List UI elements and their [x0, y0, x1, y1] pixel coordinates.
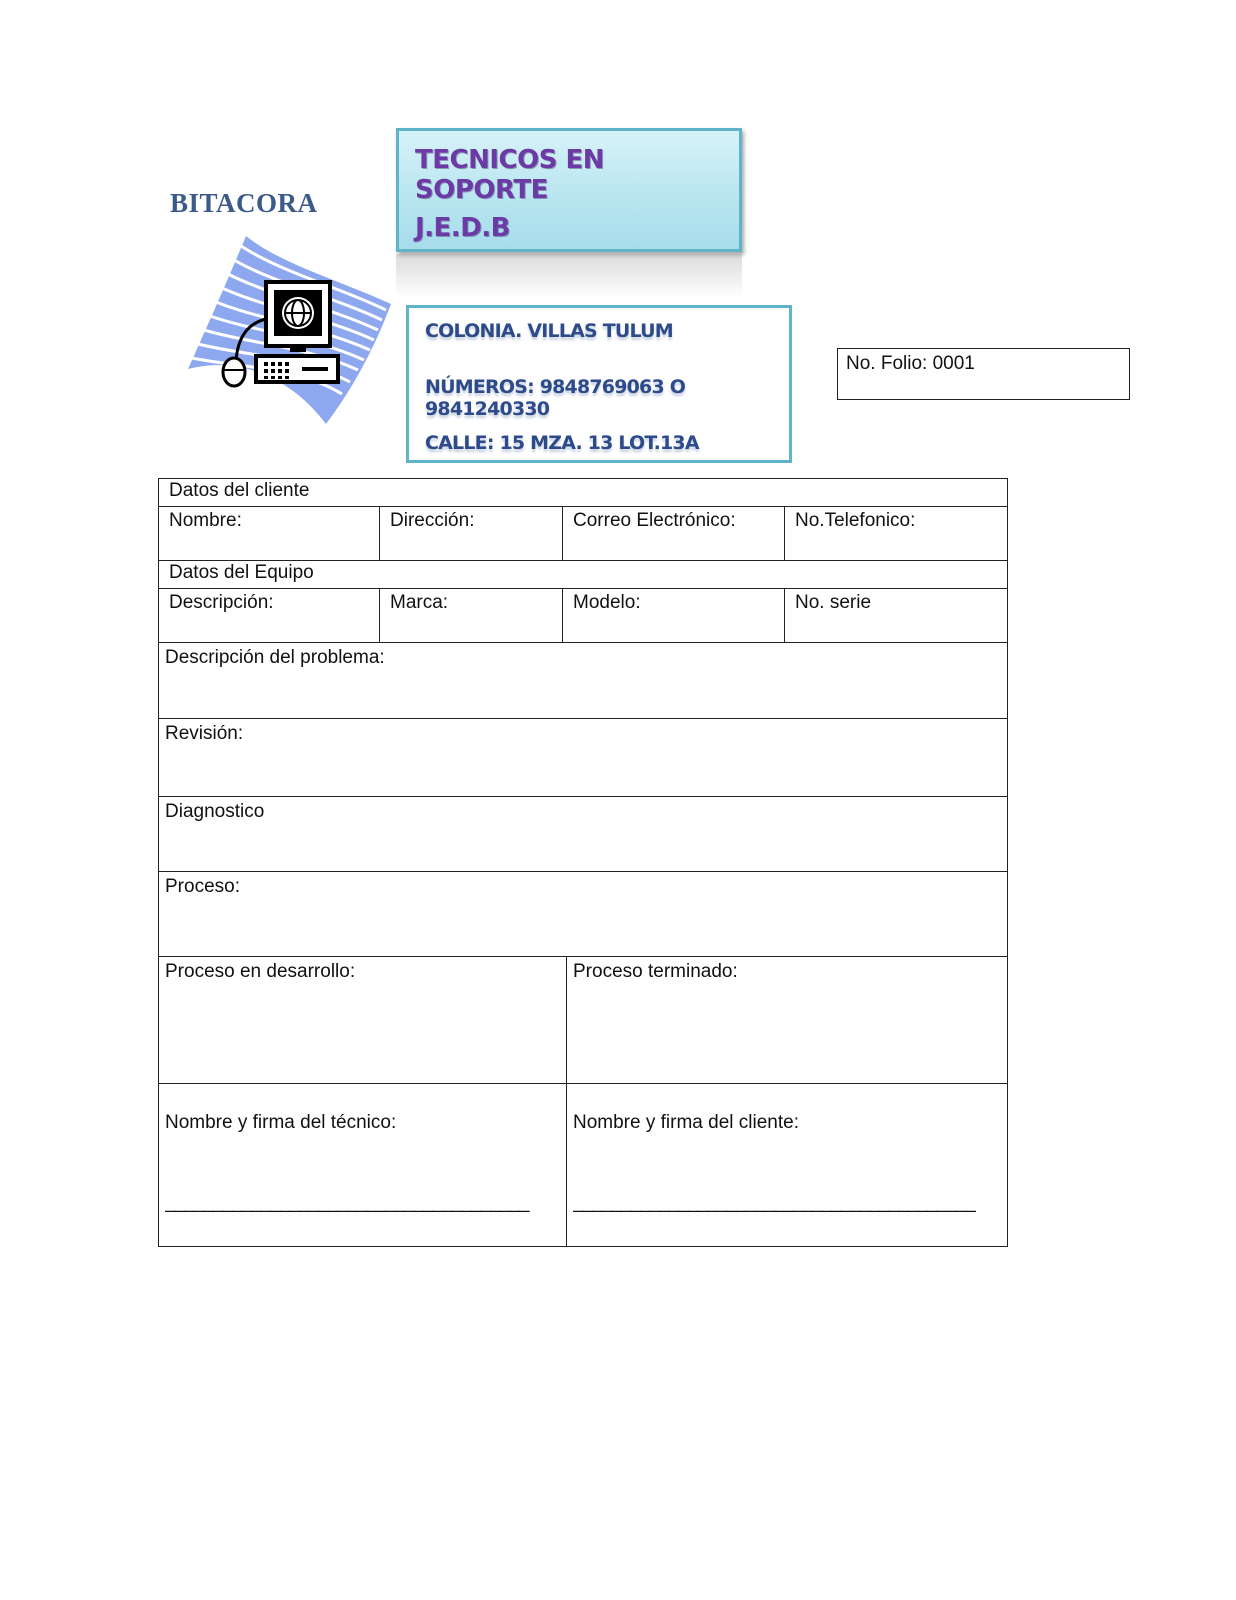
process-status-row: [159, 957, 1008, 1084]
diagnosis-row: [159, 797, 1008, 872]
company-name: TECNICOS EN SOPORTE: [415, 145, 604, 205]
problem-row: [159, 643, 1008, 719]
equipment-heading: Datos del Equipo: [159, 561, 1008, 589]
client-address-field[interactable]: Dirección:: [380, 507, 563, 561]
address-colonia: COLONIA. VILLAS TULUM: [425, 320, 673, 342]
signatures-row: [159, 1084, 1008, 1247]
equipment-section-header: [159, 561, 1008, 589]
equipment-fields-row: [159, 589, 1008, 643]
equipment-model-field[interactable]: Modelo:: [563, 589, 785, 643]
client-section-header: [159, 479, 1008, 507]
company-title-box: [396, 128, 742, 252]
equipment-description-field[interactable]: Descripción:: [159, 589, 380, 643]
client-fields-row: [159, 507, 1008, 561]
service-form: [158, 478, 1008, 1247]
client-name-field[interactable]: Nombre:: [159, 507, 380, 561]
client-signature-cell[interactable]: [567, 1084, 1008, 1247]
revision-field[interactable]: Revisión:: [159, 719, 1008, 797]
address-street: CALLE: 15 MZA. 13 LOT.13A: [425, 432, 699, 454]
company-initials: J.E.D.B: [415, 213, 510, 243]
technician-signature-label: Nombre y firma del técnico:: [165, 1112, 397, 1133]
problem-field[interactable]: Descripción del problema:: [159, 643, 1008, 719]
equipment-serial-field[interactable]: No. serie: [785, 589, 1008, 643]
process-in-progress-field[interactable]: Proceso en desarrollo:: [159, 957, 567, 1084]
process-row: [159, 872, 1008, 957]
client-signature-line: __________________________________________: [573, 1192, 975, 1213]
computer-icon: [186, 234, 396, 426]
address-box: [406, 305, 792, 463]
client-email-field[interactable]: Correo Electrónico:: [563, 507, 785, 561]
folio-box: No. Folio: 0001: [837, 348, 1130, 400]
title-reflection: [396, 254, 742, 298]
revision-row: [159, 719, 1008, 797]
diagnosis-field[interactable]: Diagnostico: [159, 797, 1008, 872]
client-phone-field[interactable]: No.Telefonico:: [785, 507, 1008, 561]
client-signature-label: Nombre y firma del cliente:: [573, 1112, 799, 1133]
process-finished-field[interactable]: Proceso terminado:: [567, 957, 1008, 1084]
bitacora-heading: BITACORA: [170, 188, 318, 218]
process-field[interactable]: Proceso:: [159, 872, 1008, 957]
technician-signature-cell[interactable]: [159, 1084, 567, 1247]
client-heading: Datos del cliente: [159, 479, 1008, 507]
address-phones: NÚMEROS: 9848769063 O 9841240330: [425, 376, 686, 420]
technician-signature-line: ______________________________________: [165, 1192, 529, 1213]
equipment-brand-field[interactable]: Marca:: [380, 589, 563, 643]
